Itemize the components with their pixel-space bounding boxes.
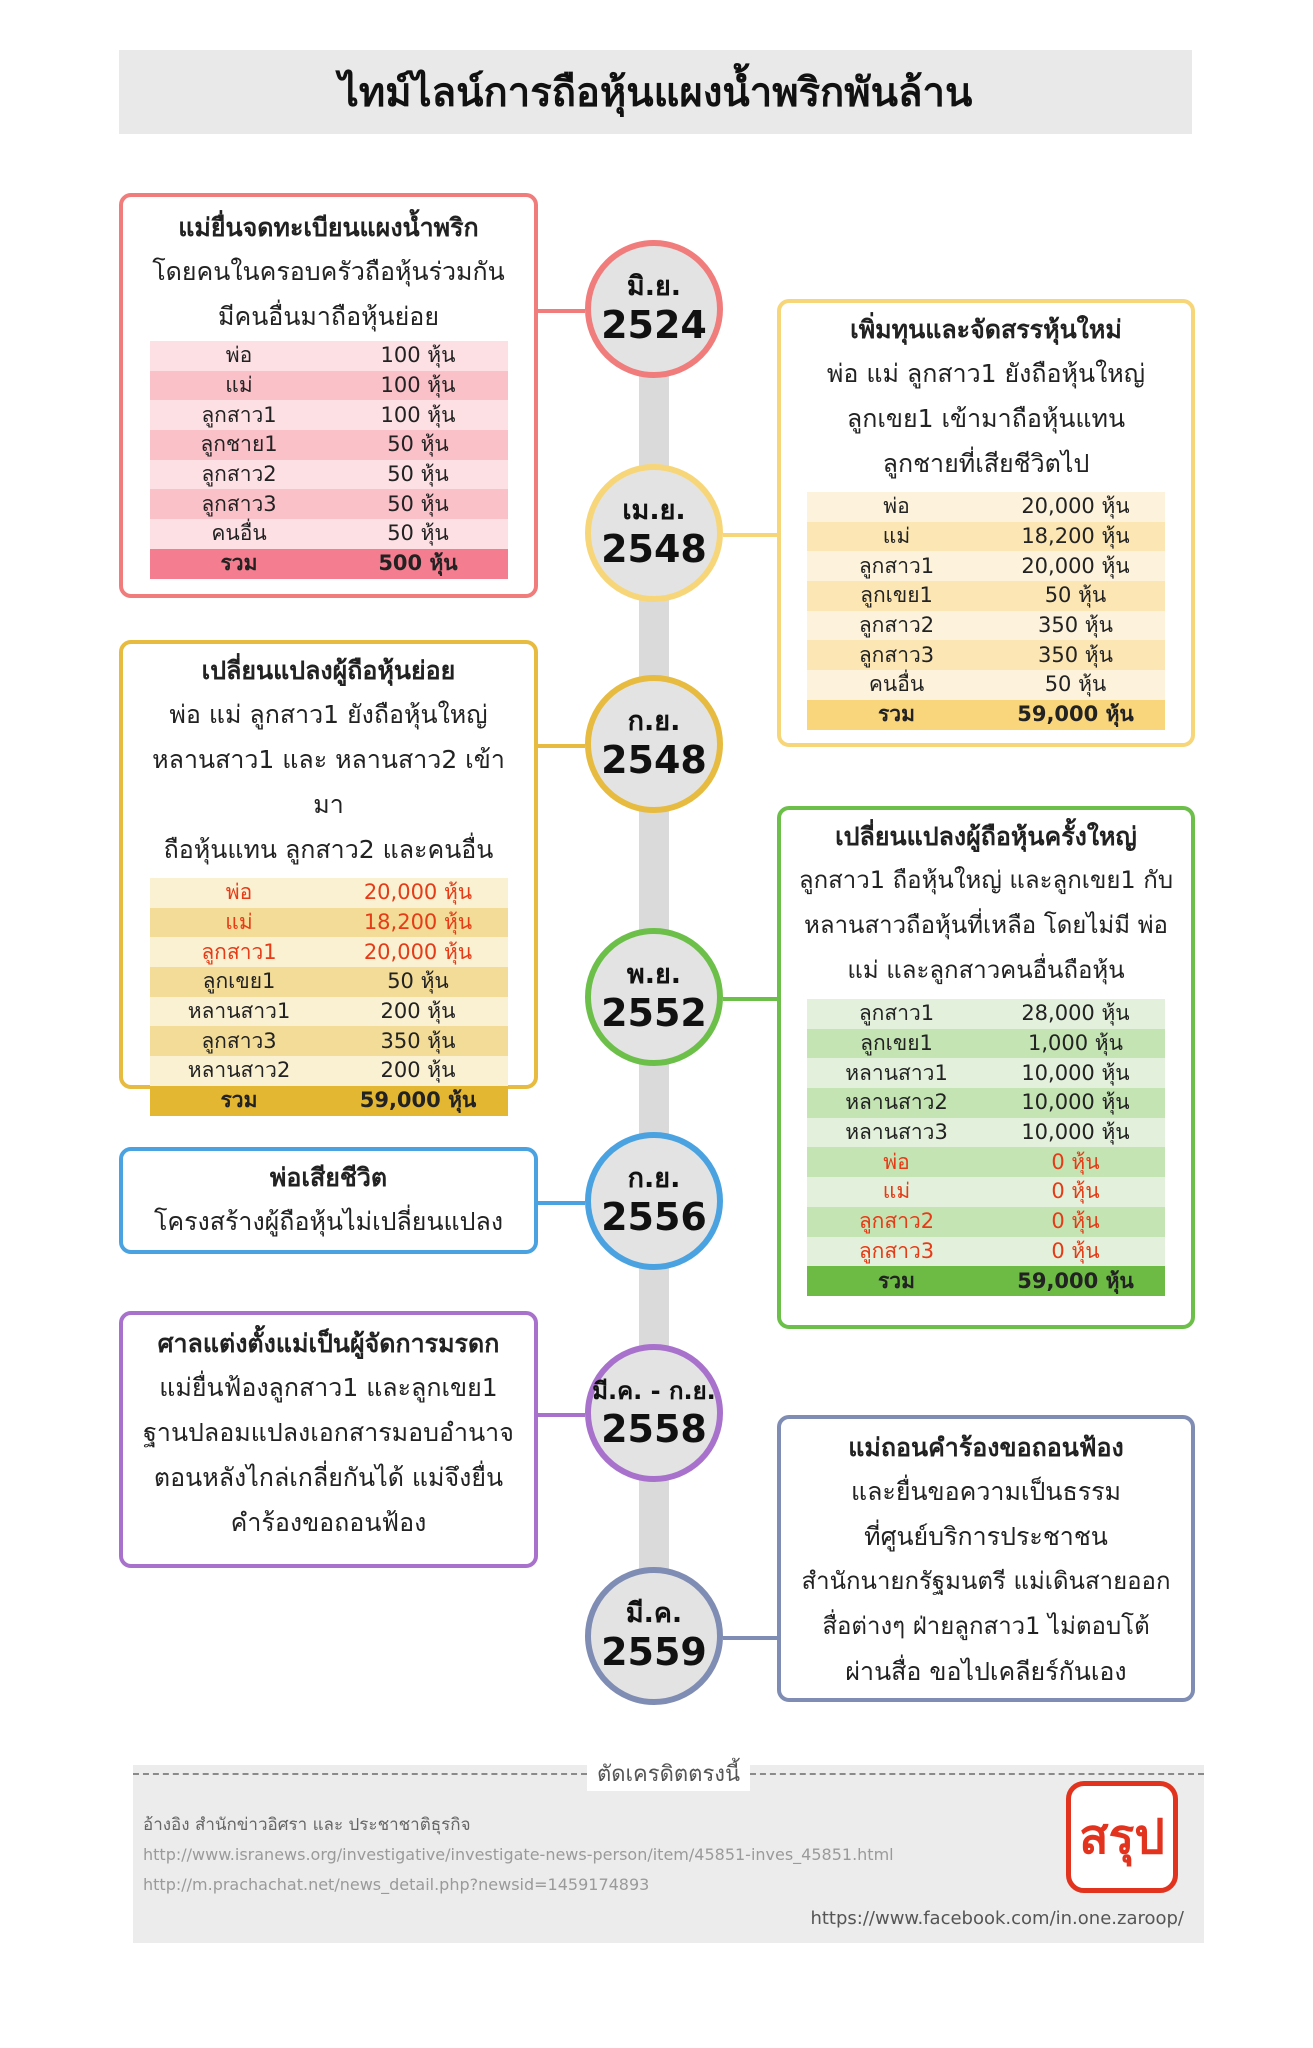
total-count: 59,000 หุ้น <box>359 1088 477 1113</box>
event-card-2552 <box>777 806 1195 1329</box>
node-month: มี.ค. - ก.ย. <box>592 1377 716 1405</box>
shareholder-name: ลูกสาว1 <box>858 1001 935 1026</box>
card-title: เปลี่ยนแปลงผู้ถือหุ้นย่อย <box>201 656 456 685</box>
share-count: 100 หุ้น <box>380 402 456 427</box>
connector-2 <box>723 533 777 537</box>
zaroop-logo <box>1066 1781 1178 1893</box>
credit-section <box>133 1765 1204 1943</box>
total-label: รวม <box>220 551 258 576</box>
shareholder-name: ลูกสาว2 <box>858 613 935 638</box>
share-count: 200 หุ้น <box>380 1058 456 1083</box>
reference-text: อ้างอิง สำนักข่าวอิศรา และ ประชาชาติธุรกิจ <box>143 1815 471 1835</box>
node-month: พ.ย. <box>626 959 682 990</box>
shareholder-name: แม่ <box>225 910 253 935</box>
timeline-node <box>585 928 723 1066</box>
connector-4 <box>723 997 777 1001</box>
shareholder-name: หลานสาว2 <box>187 1058 291 1083</box>
shareholder-name: ลูกสาว1 <box>201 939 277 964</box>
cut-label: ตัดเครดิตตรงนี้ <box>587 1756 750 1791</box>
share-count: 100 หุ้น <box>380 373 456 398</box>
total-count: 59,000 หุ้น <box>1017 702 1134 727</box>
card-title: เปลี่ยนแปลงผู้ถือหุ้นครั้งใหญ่ <box>835 822 1137 851</box>
connector-1 <box>535 309 585 313</box>
card-line: โครงสร้างผู้ถือหุ้นไม่เปลี่ยนแปลง <box>153 1207 504 1236</box>
shareholder-name: ลูกสาว3 <box>201 491 277 516</box>
shareholder-table <box>150 878 508 1116</box>
timeline-node <box>585 240 723 378</box>
card-title: เพิ่มทุนและจัดสรรหุ้นใหม่ <box>850 315 1122 344</box>
card-line: หลานสาว1 และ หลานสาว2 เข้ามา <box>152 745 505 819</box>
card-line: ที่ศูนย์บริการประชาชน <box>864 1522 1108 1551</box>
shareholder-name: ลูกสาว1 <box>201 402 277 427</box>
shareholder-name: ลูกสาว3 <box>858 1238 935 1263</box>
share-count: 20,000 หุ้น <box>1021 494 1130 519</box>
shareholder-name: ลูกสาว2 <box>201 462 277 487</box>
total-count: 500 หุ้น <box>378 551 458 576</box>
share-count: 10,000 หุ้น <box>1021 1090 1130 1115</box>
shareholder-name: ลูกชาย1 <box>200 432 278 457</box>
share-count: 350 หุ้น <box>380 1028 456 1053</box>
timeline-node <box>585 1132 723 1270</box>
card-title: ศาลแต่งตั้งแม่เป็นผู้จัดการมรดก <box>157 1329 500 1358</box>
card-line: สำนักนายกรัฐมนตรี แม่เดินสายออก <box>801 1567 1171 1595</box>
share-count: 10,000 หุ้น <box>1021 1060 1130 1085</box>
shareholder-name: พ่อ <box>883 1149 910 1174</box>
dashed-divider <box>750 1773 1204 1775</box>
shareholder-name: คนอื่น <box>868 672 925 697</box>
share-count: 1,000 หุ้น <box>1028 1031 1123 1056</box>
page-title: ไทม์ไลน์การถือหุ้นแผงน้ำพริกพันล้าน <box>338 70 973 116</box>
event-card-2558 <box>119 1311 538 1568</box>
connector-7 <box>723 1636 777 1640</box>
share-count: 0 หุ้น <box>1051 1238 1100 1263</box>
shareholder-name: ลูกเขย1 <box>860 1031 933 1056</box>
card-line: โดยคนในครอบครัวถือหุ้นร่วมกัน <box>152 257 505 286</box>
card-line: มีคนอื่นมาถือหุ้นย่อย <box>218 302 439 331</box>
share-count: 50 หุ้น <box>387 462 449 487</box>
card-line: ลูกเขย1 เข้ามาถือหุ้นแทน <box>846 404 1126 433</box>
node-year: 2556 <box>601 1195 707 1239</box>
shareholder-name: แม่ <box>882 1179 911 1204</box>
shareholder-name: ลูกเขย1 <box>202 969 276 994</box>
connector-5 <box>535 1201 585 1205</box>
shareholder-name: แม่ <box>882 524 911 549</box>
shareholder-name: ลูกสาว2 <box>858 1209 935 1234</box>
share-count: 50 หุ้น <box>387 491 449 516</box>
shareholder-name: ลูกสาว1 <box>858 553 935 578</box>
shareholder-name: หลานสาว1 <box>845 1060 948 1085</box>
dashed-divider <box>133 1773 587 1775</box>
card-line: ถือหุ้นแทน ลูกสาว2 และคนอื่น <box>163 835 494 864</box>
event-card-2548-sep <box>119 640 538 1113</box>
share-count: 50 หุ้น <box>387 969 449 994</box>
card-line: ลูกสาว1 ถือหุ้นใหญ่ และลูกเขย1 กับ <box>798 866 1174 894</box>
total-label: รวม <box>220 1088 258 1113</box>
node-year: 2548 <box>601 738 707 782</box>
card-title: แม่ถอนคำร้องขอถอนฟ้อง <box>848 1433 1124 1462</box>
shareholder-name: ลูกสาว3 <box>201 1028 277 1053</box>
event-card-2559 <box>777 1415 1195 1702</box>
shareholder-table <box>150 341 508 579</box>
share-count: 50 หุ้น <box>1044 583 1107 608</box>
node-year: 2558 <box>601 1407 707 1451</box>
card-line: ลูกชายที่เสียชีวิตไป <box>882 449 1090 478</box>
connector-3 <box>535 744 585 748</box>
node-month: ก.ย. <box>627 1163 681 1194</box>
card-line: และยื่นขอความเป็นธรรม <box>850 1477 1122 1506</box>
share-count: 10,000 หุ้น <box>1021 1120 1130 1145</box>
card-line: แม่ และลูกสาวคนอื่นถือหุ้น <box>847 956 1125 984</box>
timeline-node <box>585 1344 723 1482</box>
shareholder-name: หลานสาว1 <box>187 999 291 1024</box>
share-count: 50 หุ้น <box>387 432 449 457</box>
reference-link[interactable]: http://www.isranews.org/investigative/investigate-news-person/item/45851-inves_45851.html <box>143 1845 894 1864</box>
node-year: 2548 <box>601 527 707 571</box>
share-count: 28,000 หุ้น <box>1021 1001 1130 1026</box>
event-card-2556 <box>119 1147 538 1254</box>
reference-link[interactable]: http://m.prachachat.net/news_detail.php?newsid=1459174893 <box>143 1875 650 1894</box>
timeline-node <box>585 675 723 813</box>
shareholder-name: แม่ <box>225 373 253 398</box>
card-title: แม่ยื่นจดทะเบียนแผงน้ำพริก <box>178 213 479 242</box>
card-line: สื่อต่างๆ ฝ่ายลูกสาว1 ไม่ตอบโต้ <box>822 1612 1150 1640</box>
total-label: รวม <box>878 702 915 727</box>
shareholder-name: ลูกเขย1 <box>860 583 933 608</box>
share-count: 18,200 หุ้น <box>1021 524 1130 549</box>
share-count: 0 หุ้น <box>1051 1209 1100 1234</box>
card-title: พ่อเสียชีวิต <box>269 1163 388 1192</box>
share-count: 20,000 หุ้น <box>363 939 473 964</box>
event-card-2524 <box>119 193 538 598</box>
connector-6 <box>535 1413 585 1417</box>
share-count: 100 หุ้น <box>380 343 456 368</box>
shareholder-name: คนอื่น <box>211 521 267 546</box>
shareholder-name: พ่อ <box>225 343 253 368</box>
shareholder-table <box>807 492 1165 730</box>
share-count: 350 หุ้น <box>1038 642 1113 667</box>
total-label: รวม <box>878 1268 915 1293</box>
logo-text: สรุป <box>1079 1809 1165 1865</box>
card-line: ฐานปลอมแปลงเอกสารมอบอำนาจ <box>143 1418 514 1447</box>
event-card-2548-apr <box>777 299 1195 747</box>
card-line: หลานสาวถือหุ้นที่เหลือ โดยไม่มี พ่อ <box>804 911 1168 939</box>
timeline-node <box>585 1567 723 1705</box>
timeline-node <box>585 464 723 602</box>
shareholder-name: ลูกสาว3 <box>858 642 935 667</box>
share-count: 0 หุ้น <box>1051 1179 1100 1204</box>
title-bar <box>119 50 1192 134</box>
shareholder-name: พ่อ <box>883 494 910 519</box>
node-year: 2559 <box>601 1630 707 1674</box>
card-line: แม่ยื่นฟ้องลูกสาว1 และลูกเขย1 <box>159 1373 498 1402</box>
share-count: 50 หุ้น <box>387 521 449 546</box>
card-line: ตอนหลังไกล่เกลี่ยกันได้ แม่จึงยื่น <box>153 1463 504 1492</box>
card-line: พ่อ แม่ ลูกสาว1 ยังถือหุ้นใหญ่ <box>826 359 1146 388</box>
share-count: 20,000 หุ้น <box>1021 553 1130 578</box>
share-count: 0 หุ้น <box>1051 1149 1100 1174</box>
node-month: มี.ค. <box>625 1598 683 1629</box>
shareholder-table <box>807 999 1165 1296</box>
card-line: คำร้องขอถอนฟ้อง <box>230 1508 427 1537</box>
share-count: 20,000 หุ้น <box>363 880 473 905</box>
share-count: 50 หุ้น <box>1044 672 1107 697</box>
node-month: มิ.ย. <box>626 271 682 302</box>
node-year: 2524 <box>601 303 707 347</box>
node-year: 2552 <box>601 991 707 1035</box>
share-count: 350 หุ้น <box>1038 613 1113 638</box>
card-line: ผ่านสื่อ ขอไปเคลียร์กันเอง <box>845 1657 1127 1686</box>
shareholder-name: พ่อ <box>225 880 253 905</box>
cut-line <box>133 1756 1204 1791</box>
shareholder-name: หลานสาว2 <box>845 1090 948 1115</box>
facebook-link[interactable]: https://www.facebook.com/in.one.zaroop/ <box>810 1908 1184 1929</box>
total-count: 59,000 หุ้น <box>1017 1268 1134 1293</box>
share-count: 200 หุ้น <box>380 999 456 1024</box>
node-month: ก.ย. <box>627 706 681 737</box>
shareholder-name: หลานสาว3 <box>845 1120 948 1145</box>
share-count: 18,200 หุ้น <box>363 910 473 935</box>
node-month: เม.ย. <box>622 495 686 526</box>
card-line: พ่อ แม่ ลูกสาว1 ยังถือหุ้นใหญ่ <box>169 700 488 729</box>
